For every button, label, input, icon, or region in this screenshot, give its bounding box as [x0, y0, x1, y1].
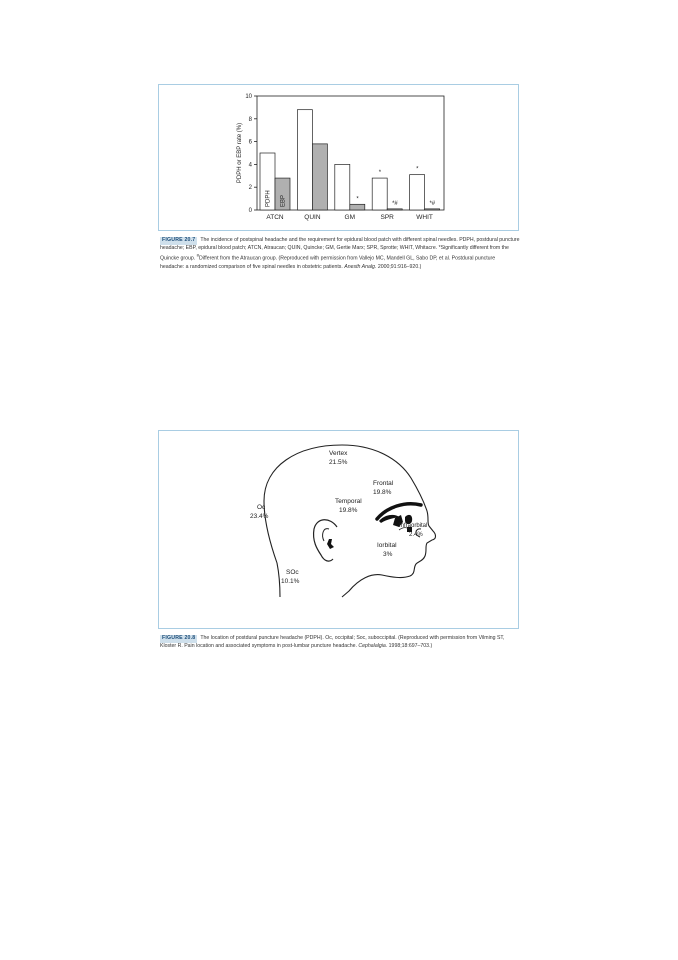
- journal-name: Anesth Analg.: [344, 263, 377, 270]
- y-tick-label: 10: [245, 94, 252, 100]
- caption-text: The incidence of postspinal headache and the requirement for epidural blood patch with different spinal needles. PDPH, postdural puncture headache; EBP, epidural blood patch; ATCN, Atraucan; QUIN, Quincke; GM, Gertie Marx; SPR, Sprotte; WHIT, Whitacre. *Significantly different from the Quincke group.: [160, 237, 520, 262]
- bar-ebp-spr: [387, 209, 402, 210]
- significance-marker: *: [378, 170, 381, 177]
- caption-text: Different from the Atraucan group. (Reproduced with permission from Vallejo MC, Mandell GL, Sabo DP, et al. Postdural puncture headache: a randomized comparison of five spinal needles in obstetric patients.: [160, 255, 496, 270]
- bar-ebp-whit: [425, 209, 440, 210]
- caption-text: The location of postdural puncture headache (PDPH). Oc, occipital; Soc, suboccipital. (Reproduced with permission from Vilming ST, Kloster R. Pain location and associated symptoms in post-lumbar puncture headache.: [160, 635, 505, 649]
- bar-label-ebp: EBP: [280, 194, 287, 207]
- figure-20-7-box: [158, 84, 519, 231]
- bar-ebp-gm: [350, 204, 365, 210]
- iorbital-label: Iorbital: [377, 542, 397, 549]
- ear-outline: [314, 520, 337, 561]
- significance-marker: *: [356, 196, 359, 203]
- significance-marker: *#: [429, 200, 435, 207]
- oc-value: 23.4%: [250, 513, 269, 520]
- temporal-label: Temporal: [335, 498, 362, 505]
- vertex-value: 21.5%: [329, 459, 348, 466]
- y-tick-label: 8: [248, 116, 252, 123]
- x-tick-label: SPR: [380, 214, 394, 221]
- head-diagram: [159, 431, 518, 628]
- bar-pdph-quin: [297, 110, 312, 210]
- soc-value: 10.1%: [281, 578, 300, 585]
- ear-inner: [323, 529, 329, 541]
- bar-ebp-quin: [312, 144, 327, 210]
- significance-marker: *#: [391, 200, 398, 207]
- y-tick-label: 2: [248, 185, 252, 192]
- figure-20-8-label: FIGURE 20.8: [162, 635, 196, 641]
- frontal-value: 19.8%: [373, 489, 392, 496]
- bar-pdph-whit: [410, 175, 425, 210]
- bar-label-pdph: PDPH: [265, 190, 272, 207]
- x-tick-label: QUIN: [304, 214, 321, 221]
- bar-chart: [159, 85, 518, 230]
- infraorbital-label: Infraorbital: [399, 523, 428, 529]
- temporal-value: 19.8%: [339, 507, 358, 514]
- figure-20-8-caption: [160, 635, 520, 650]
- caption-text: 2000;91:916–920.): [376, 263, 422, 270]
- bar-pdph-spr: [372, 178, 387, 210]
- bar-pdph-gm: [335, 164, 350, 210]
- iorbital-value: 3%: [383, 551, 393, 558]
- figure-20-7-label: FIGURE 20.7: [162, 237, 196, 243]
- y-axis-label: PDPH or EBP rate (%): [237, 122, 243, 184]
- significance-marker: *: [415, 166, 419, 173]
- figure-20-8-box: [158, 430, 519, 629]
- journal-name: Cephalalgia.: [358, 642, 388, 649]
- y-tick-label: 6: [248, 139, 252, 146]
- figure-20-7-caption: [160, 237, 520, 271]
- infraorbital-value: 2.4%: [409, 532, 423, 538]
- x-tick-label: ATCN: [266, 214, 284, 221]
- frontal-label: Frontal: [373, 480, 394, 487]
- oc-label: Oc: [257, 504, 266, 511]
- ear-pain-mark: [327, 539, 334, 549]
- vertex-label: Vertex: [329, 450, 348, 457]
- x-tick-label: GM: [344, 214, 356, 221]
- x-tick-label: WHIT: [416, 214, 433, 221]
- soc-label: SOc: [286, 569, 299, 576]
- y-tick-label: 0: [248, 208, 252, 214]
- y-tick-label: 4: [248, 162, 252, 169]
- caption-text: 1998;18:697–703.): [387, 642, 433, 649]
- caption-superscript: #: [196, 253, 200, 259]
